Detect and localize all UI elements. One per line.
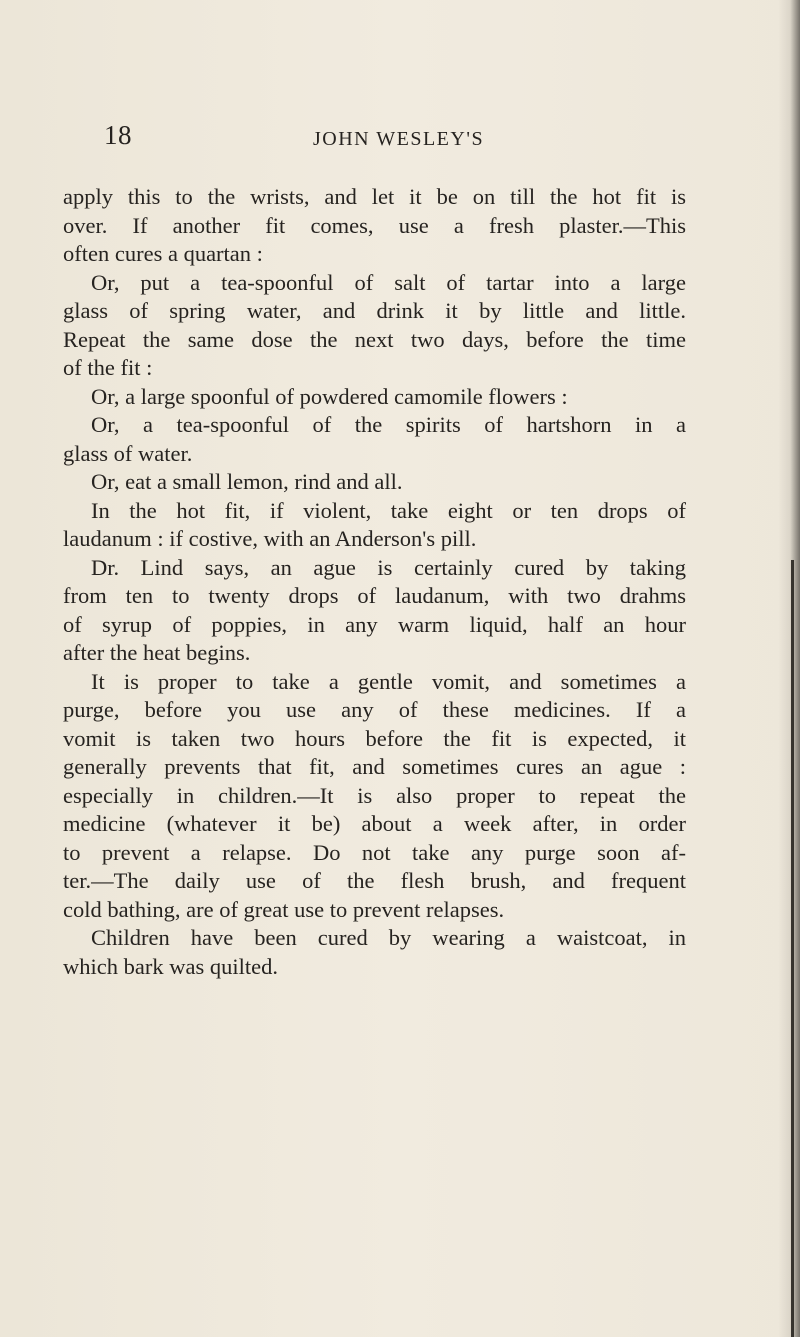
text-line: generally prevents that fit, and sometimes cures an ague :	[63, 754, 686, 779]
text-line: Repeat the same dose the next two days, before the time	[63, 326, 686, 352]
text-line: glass of water.	[63, 440, 193, 466]
page-edge-shadow	[778, 0, 800, 1337]
text-line: often cures a quartan :	[63, 241, 263, 266]
text-line: over. If another fit comes, use a fresh plaster.—This	[63, 212, 686, 238]
text-line: medicine (whatever it be) about a week after, in order	[63, 811, 686, 836]
text-line: Dr. Lind says, an ague is certainly cured by taking	[91, 554, 686, 580]
text-line: of the fit :	[63, 355, 153, 380]
text-line: ter.—The daily use of the flesh brush, and frequent	[63, 868, 686, 893]
text-line: especially in children.—It is also proper to repeat the	[63, 782, 686, 808]
text-line: purge, before you use any of these medicines. If a	[63, 697, 686, 722]
text-line: which bark was quilted.	[63, 953, 278, 979]
text-line: of syrup of poppies, in any warm liquid, half an hour	[63, 611, 686, 637]
text-line: Or, put a tea-spoonful of salt of tartar into a large	[91, 269, 686, 295]
text-line: vomit is taken two hours before the fit is expected, it	[63, 725, 686, 751]
text-line: It is proper to take a gentle vomit, and sometimes a	[91, 668, 686, 694]
text-line: cold bathing, are of great use to prevent relapses.	[63, 896, 505, 922]
text-line: after the heat begins.	[63, 640, 251, 665]
text-line: from ten to twenty drops of laudanum, with two drahms	[63, 583, 686, 608]
text-line: apply this to the wrists, and let it be on till the hot fit is	[63, 184, 686, 209]
running-title: JOHN WESLEY'S	[313, 128, 485, 150]
body-text	[63, 183, 686, 981]
text-line: Or, eat a small lemon, rind and all.	[91, 469, 403, 494]
text-line: laudanum : if costive, with an Anderson's pill.	[63, 526, 477, 551]
text-line: In the hot fit, if violent, take eight or ten drops of	[91, 497, 686, 523]
text-line: Children have been cured by wearing a waistcoat, in	[91, 925, 686, 950]
binding-edge	[791, 560, 794, 1337]
text-line: glass of spring water, and drink it by little and little.	[63, 298, 686, 323]
text-line: Or, a tea-spoonful of the spirits of hartshorn in a	[91, 412, 686, 437]
text-line: Or, a large spoonful of powdered camomile flowers :	[91, 383, 568, 409]
text-line: to prevent a relapse. Do not take any purge soon af-	[63, 839, 686, 865]
page-number: 18	[104, 120, 132, 150]
